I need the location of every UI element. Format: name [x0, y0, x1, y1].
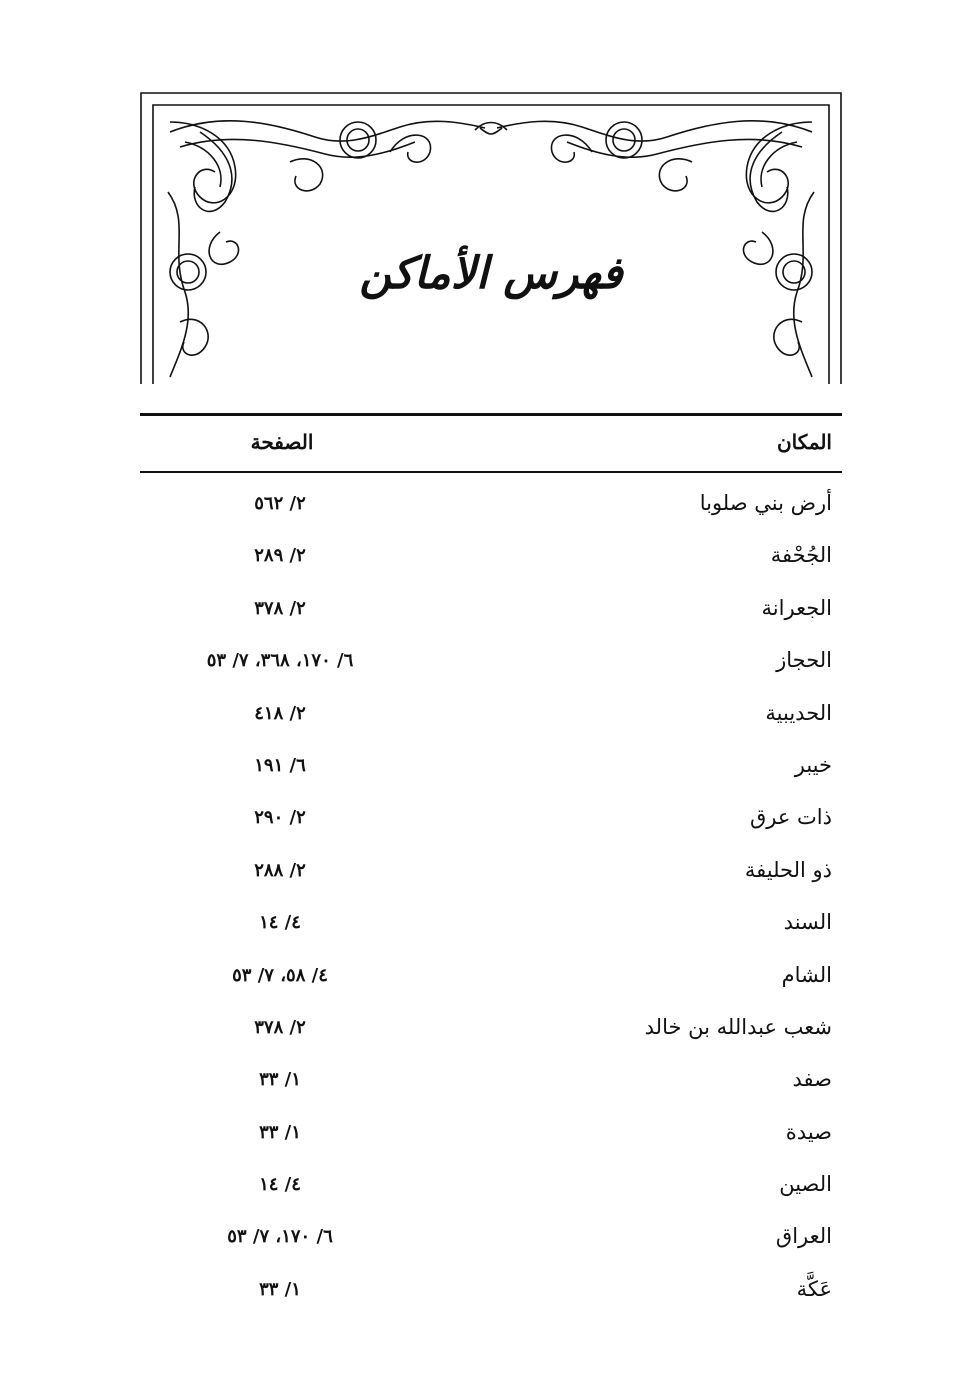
- page-reference: ٢/ ٢٨٨: [254, 859, 306, 881]
- place-name: صفد: [792, 1067, 832, 1092]
- place-name: ذات عرق: [749, 805, 832, 830]
- header-page: الصفحة: [250, 430, 314, 454]
- place-name: عَكَّة: [796, 1276, 832, 1301]
- page-title: فهرس الأماكن: [359, 248, 623, 299]
- place-name: الصين: [779, 1172, 832, 1197]
- page-reference: ٦/ ١٧٠، ٧/ ٥٣: [227, 1226, 333, 1248]
- table-header-rule: [140, 471, 842, 473]
- place-name: أرض بني صلوبا: [699, 491, 832, 515]
- place-name: الحجاز: [776, 648, 832, 673]
- ornamental-header-frame: [140, 92, 842, 384]
- table-row: [140, 900, 842, 952]
- table-row: [140, 743, 842, 795]
- page-reference: ٢/ ٣٧٨: [254, 1016, 306, 1038]
- place-name: السند: [783, 910, 832, 935]
- page-reference: ٢/ ٢٩٠: [254, 807, 306, 829]
- place-name: شعب عبدالله بن خالد: [644, 1014, 832, 1039]
- table-row: [140, 1110, 842, 1162]
- page-reference: ١/ ٣٣: [259, 1278, 301, 1300]
- table-row: [140, 533, 842, 585]
- table-row: [140, 1005, 842, 1057]
- places-index-table: [140, 413, 842, 1319]
- page-reference: ٤/ ١٤: [259, 912, 301, 934]
- place-name: خيبر: [794, 752, 832, 777]
- page-reference: ٢/ ٥٦٢: [254, 493, 306, 514]
- page-reference: ١/ ٣٣: [259, 1069, 301, 1091]
- table-row: [140, 1214, 842, 1266]
- page-reference: ٦/ ١٧٠، ٣٦٨، ٧/ ٥٣: [206, 650, 354, 672]
- table-rows: [140, 481, 842, 1319]
- table-row: [140, 638, 842, 690]
- table-header-row: [140, 416, 842, 471]
- page-reference: ٢/ ٣٧٨: [254, 597, 306, 619]
- header-place: المكان: [776, 430, 832, 454]
- place-name: الشام: [781, 962, 832, 987]
- place-name: العراق: [775, 1224, 832, 1249]
- table-row: [140, 481, 842, 533]
- table-row: [140, 848, 842, 900]
- table-row: [140, 795, 842, 847]
- page-reference: ٢/ ٤١٨: [254, 702, 306, 724]
- table-row: [140, 1162, 842, 1214]
- place-name: الحديبية: [765, 700, 832, 725]
- page-reference: ٢/ ٢٨٩: [254, 545, 306, 567]
- table-row: [140, 953, 842, 1005]
- floral-ornament-icon: [140, 92, 842, 384]
- page-reference: ٤/ ١٤: [259, 1174, 301, 1196]
- table-row: [140, 691, 842, 743]
- table-row: [140, 586, 842, 638]
- table-row: [140, 1057, 842, 1109]
- place-name: صيدة: [785, 1119, 832, 1144]
- place-name: الجعرانة: [761, 595, 832, 620]
- page-reference: ٤/ ٥٨، ٧/ ٥٣: [232, 964, 328, 986]
- page-reference: ٦/ ١٩١: [254, 754, 306, 776]
- place-name: ذو الحليفة: [744, 857, 832, 882]
- table-row: [140, 1267, 842, 1319]
- page-reference: ١/ ٣٣: [259, 1121, 301, 1143]
- place-name: الجُحْفة: [770, 543, 832, 568]
